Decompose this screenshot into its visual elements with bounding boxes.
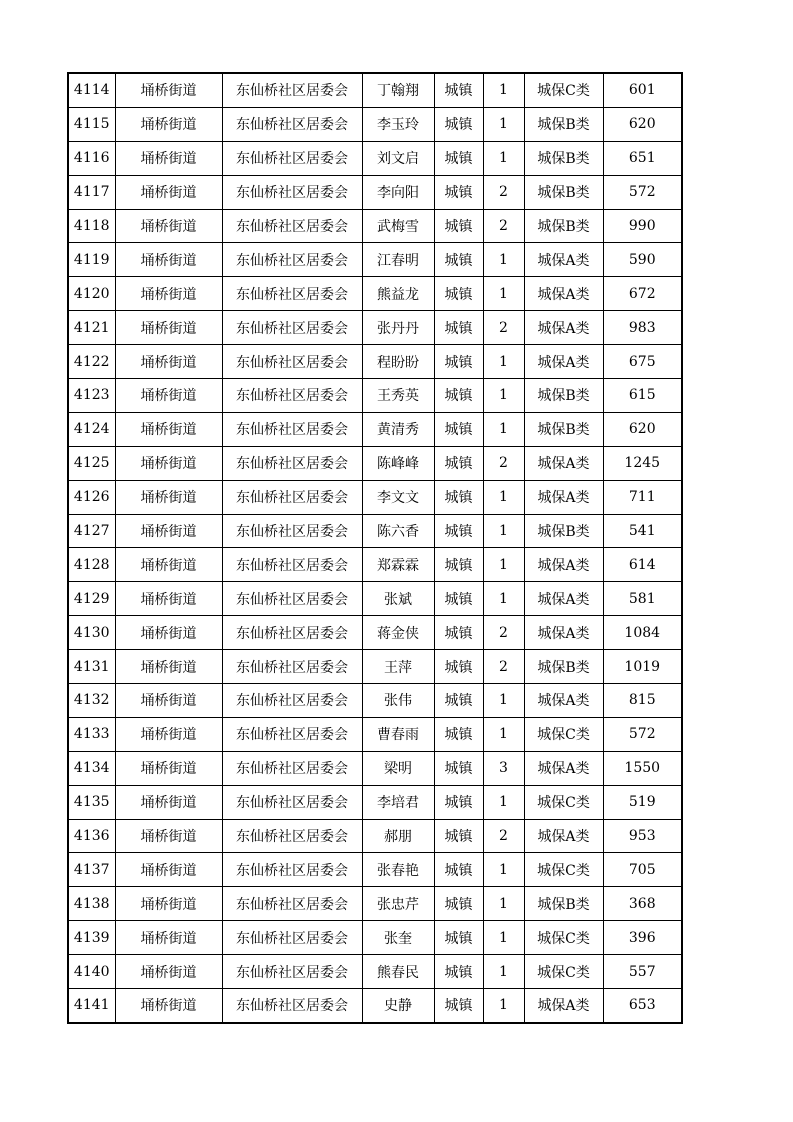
serial-cell: 4126	[68, 480, 115, 514]
table-row	[68, 989, 682, 1023]
area-type-cell: 城镇	[434, 955, 483, 989]
area-type-cell: 城镇	[434, 175, 483, 209]
amount-cell: 572	[603, 175, 682, 209]
community-cell: 东仙桥社区居委会	[222, 243, 362, 277]
community-cell: 东仙桥社区居委会	[222, 514, 362, 548]
serial-cell: 4130	[68, 616, 115, 650]
area-type-cell: 城镇	[434, 480, 483, 514]
category-cell: 城保A类	[524, 345, 603, 379]
street-cell: 埇桥街道	[115, 887, 222, 921]
household-size-cell: 1	[483, 73, 524, 107]
amount-cell: 572	[603, 717, 682, 751]
household-size-cell: 1	[483, 412, 524, 446]
household-size-cell: 1	[483, 548, 524, 582]
serial-cell: 4139	[68, 921, 115, 955]
street-cell: 埇桥街道	[115, 548, 222, 582]
table-row	[68, 345, 682, 379]
area-type-cell: 城镇	[434, 582, 483, 616]
category-cell: 城保B类	[524, 379, 603, 413]
serial-cell: 4115	[68, 107, 115, 141]
community-cell: 东仙桥社区居委会	[222, 277, 362, 311]
table-row	[68, 717, 682, 751]
street-cell: 埇桥街道	[115, 412, 222, 446]
category-cell: 城保A类	[524, 311, 603, 345]
table-row	[68, 379, 682, 413]
household-size-cell: 1	[483, 921, 524, 955]
amount-cell: 1550	[603, 751, 682, 785]
household-size-cell: 2	[483, 616, 524, 650]
street-cell: 埇桥街道	[115, 751, 222, 785]
household-size-cell: 1	[483, 379, 524, 413]
amount-cell: 675	[603, 345, 682, 379]
category-cell: 城保A类	[524, 989, 603, 1023]
area-type-cell: 城镇	[434, 73, 483, 107]
table-row	[68, 446, 682, 480]
category-cell: 城保A类	[524, 684, 603, 718]
household-size-cell: 1	[483, 141, 524, 175]
serial-cell: 4122	[68, 345, 115, 379]
area-type-cell: 城镇	[434, 345, 483, 379]
name-cell: 黄清秀	[362, 412, 434, 446]
community-cell: 东仙桥社区居委会	[222, 107, 362, 141]
area-type-cell: 城镇	[434, 989, 483, 1023]
community-cell: 东仙桥社区居委会	[222, 650, 362, 684]
street-cell: 埇桥街道	[115, 514, 222, 548]
amount-cell: 396	[603, 921, 682, 955]
street-cell: 埇桥街道	[115, 480, 222, 514]
name-cell: 武梅雪	[362, 209, 434, 243]
area-type-cell: 城镇	[434, 141, 483, 175]
street-cell: 埇桥街道	[115, 379, 222, 413]
street-cell: 埇桥街道	[115, 277, 222, 311]
table-row	[68, 209, 682, 243]
household-size-cell: 1	[483, 887, 524, 921]
name-cell: 史静	[362, 989, 434, 1023]
amount-cell: 620	[603, 107, 682, 141]
serial-cell: 4137	[68, 853, 115, 887]
amount-cell: 983	[603, 311, 682, 345]
area-type-cell: 城镇	[434, 107, 483, 141]
street-cell: 埇桥街道	[115, 446, 222, 480]
name-cell: 张丹丹	[362, 311, 434, 345]
serial-cell: 4124	[68, 412, 115, 446]
serial-cell: 4114	[68, 73, 115, 107]
street-cell: 埇桥街道	[115, 345, 222, 379]
table-row	[68, 751, 682, 785]
household-size-cell: 1	[483, 989, 524, 1023]
area-type-cell: 城镇	[434, 853, 483, 887]
amount-cell: 653	[603, 989, 682, 1023]
serial-cell: 4136	[68, 819, 115, 853]
table-row	[68, 412, 682, 446]
area-type-cell: 城镇	[434, 887, 483, 921]
amount-cell: 557	[603, 955, 682, 989]
amount-cell: 615	[603, 379, 682, 413]
amount-cell: 1084	[603, 616, 682, 650]
category-cell: 城保C类	[524, 921, 603, 955]
category-cell: 城保C类	[524, 853, 603, 887]
serial-cell: 4134	[68, 751, 115, 785]
name-cell: 蒋金侠	[362, 616, 434, 650]
community-cell: 东仙桥社区居委会	[222, 684, 362, 718]
street-cell: 埇桥街道	[115, 616, 222, 650]
household-size-cell: 2	[483, 311, 524, 345]
area-type-cell: 城镇	[434, 277, 483, 311]
table-row	[68, 73, 682, 107]
amount-cell: 601	[603, 73, 682, 107]
table-row	[68, 311, 682, 345]
amount-cell: 368	[603, 887, 682, 921]
community-cell: 东仙桥社区居委会	[222, 480, 362, 514]
street-cell: 埇桥街道	[115, 243, 222, 277]
area-type-cell: 城镇	[434, 650, 483, 684]
roster-body	[68, 73, 682, 1023]
amount-cell: 953	[603, 819, 682, 853]
table-row	[68, 921, 682, 955]
table-row	[68, 955, 682, 989]
category-cell: 城保A类	[524, 277, 603, 311]
name-cell: 张斌	[362, 582, 434, 616]
name-cell: 陈峰峰	[362, 446, 434, 480]
table-row	[68, 141, 682, 175]
amount-cell: 614	[603, 548, 682, 582]
household-size-cell: 2	[483, 209, 524, 243]
table-row	[68, 243, 682, 277]
area-type-cell: 城镇	[434, 412, 483, 446]
category-cell: 城保A类	[524, 446, 603, 480]
household-size-cell: 1	[483, 955, 524, 989]
area-type-cell: 城镇	[434, 514, 483, 548]
category-cell: 城保B类	[524, 141, 603, 175]
amount-cell: 1019	[603, 650, 682, 684]
community-cell: 东仙桥社区居委会	[222, 379, 362, 413]
category-cell: 城保A类	[524, 548, 603, 582]
street-cell: 埇桥街道	[115, 582, 222, 616]
household-size-cell: 1	[483, 785, 524, 819]
community-cell: 东仙桥社区居委会	[222, 345, 362, 379]
household-size-cell: 2	[483, 446, 524, 480]
table-row	[68, 853, 682, 887]
community-cell: 东仙桥社区居委会	[222, 616, 362, 650]
name-cell: 李文文	[362, 480, 434, 514]
area-type-cell: 城镇	[434, 548, 483, 582]
serial-cell: 4129	[68, 582, 115, 616]
name-cell: 江春明	[362, 243, 434, 277]
name-cell: 刘文启	[362, 141, 434, 175]
category-cell: 城保A类	[524, 819, 603, 853]
table-row	[68, 785, 682, 819]
household-size-cell: 1	[483, 277, 524, 311]
area-type-cell: 城镇	[434, 209, 483, 243]
category-cell: 城保B类	[524, 887, 603, 921]
table-row	[68, 514, 682, 548]
category-cell: 城保A类	[524, 582, 603, 616]
category-cell: 城保C类	[524, 73, 603, 107]
household-size-cell: 1	[483, 684, 524, 718]
community-cell: 东仙桥社区居委会	[222, 175, 362, 209]
household-size-cell: 2	[483, 819, 524, 853]
name-cell: 张伟	[362, 684, 434, 718]
serial-cell: 4119	[68, 243, 115, 277]
name-cell: 陈六香	[362, 514, 434, 548]
community-cell: 东仙桥社区居委会	[222, 751, 362, 785]
table-row	[68, 480, 682, 514]
amount-cell: 705	[603, 853, 682, 887]
amount-cell: 1245	[603, 446, 682, 480]
household-size-cell: 1	[483, 107, 524, 141]
name-cell: 熊益龙	[362, 277, 434, 311]
roster-table	[67, 72, 683, 1024]
category-cell: 城保A类	[524, 616, 603, 650]
household-size-cell: 2	[483, 650, 524, 684]
table-row	[68, 582, 682, 616]
category-cell: 城保B类	[524, 514, 603, 548]
amount-cell: 651	[603, 141, 682, 175]
household-size-cell: 1	[483, 243, 524, 277]
area-type-cell: 城镇	[434, 684, 483, 718]
amount-cell: 672	[603, 277, 682, 311]
name-cell: 程盼盼	[362, 345, 434, 379]
name-cell: 丁翰翔	[362, 73, 434, 107]
street-cell: 埇桥街道	[115, 650, 222, 684]
community-cell: 东仙桥社区居委会	[222, 412, 362, 446]
serial-cell: 4118	[68, 209, 115, 243]
category-cell: 城保B类	[524, 412, 603, 446]
amount-cell: 815	[603, 684, 682, 718]
name-cell: 王秀英	[362, 379, 434, 413]
category-cell: 城保C类	[524, 955, 603, 989]
serial-cell: 4120	[68, 277, 115, 311]
household-size-cell: 1	[483, 480, 524, 514]
serial-cell: 4140	[68, 955, 115, 989]
category-cell: 城保A类	[524, 243, 603, 277]
name-cell: 王萍	[362, 650, 434, 684]
community-cell: 东仙桥社区居委会	[222, 548, 362, 582]
street-cell: 埇桥街道	[115, 785, 222, 819]
community-cell: 东仙桥社区居委会	[222, 921, 362, 955]
household-size-cell: 1	[483, 582, 524, 616]
name-cell: 李向阳	[362, 175, 434, 209]
table-row	[68, 107, 682, 141]
serial-cell: 4131	[68, 650, 115, 684]
street-cell: 埇桥街道	[115, 73, 222, 107]
household-size-cell: 1	[483, 853, 524, 887]
area-type-cell: 城镇	[434, 616, 483, 650]
serial-cell: 4116	[68, 141, 115, 175]
community-cell: 东仙桥社区居委会	[222, 955, 362, 989]
name-cell: 熊春民	[362, 955, 434, 989]
category-cell: 城保B类	[524, 650, 603, 684]
name-cell: 曹春雨	[362, 717, 434, 751]
serial-cell: 4127	[68, 514, 115, 548]
community-cell: 东仙桥社区居委会	[222, 311, 362, 345]
street-cell: 埇桥街道	[115, 141, 222, 175]
name-cell: 梁明	[362, 751, 434, 785]
street-cell: 埇桥街道	[115, 819, 222, 853]
household-size-cell: 1	[483, 514, 524, 548]
serial-cell: 4125	[68, 446, 115, 480]
amount-cell: 590	[603, 243, 682, 277]
area-type-cell: 城镇	[434, 819, 483, 853]
community-cell: 东仙桥社区居委会	[222, 717, 362, 751]
table-row	[68, 548, 682, 582]
community-cell: 东仙桥社区居委会	[222, 141, 362, 175]
street-cell: 埇桥街道	[115, 955, 222, 989]
amount-cell: 581	[603, 582, 682, 616]
street-cell: 埇桥街道	[115, 107, 222, 141]
community-cell: 东仙桥社区居委会	[222, 209, 362, 243]
street-cell: 埇桥街道	[115, 175, 222, 209]
serial-cell: 4135	[68, 785, 115, 819]
table-row	[68, 887, 682, 921]
serial-cell: 4121	[68, 311, 115, 345]
household-size-cell: 2	[483, 175, 524, 209]
street-cell: 埇桥街道	[115, 717, 222, 751]
household-size-cell: 1	[483, 345, 524, 379]
community-cell: 东仙桥社区居委会	[222, 853, 362, 887]
area-type-cell: 城镇	[434, 921, 483, 955]
name-cell: 李玉玲	[362, 107, 434, 141]
serial-cell: 4138	[68, 887, 115, 921]
table-row	[68, 616, 682, 650]
area-type-cell: 城镇	[434, 446, 483, 480]
amount-cell: 541	[603, 514, 682, 548]
community-cell: 东仙桥社区居委会	[222, 785, 362, 819]
table-row	[68, 650, 682, 684]
community-cell: 东仙桥社区居委会	[222, 989, 362, 1023]
category-cell: 城保C类	[524, 785, 603, 819]
name-cell: 李培君	[362, 785, 434, 819]
area-type-cell: 城镇	[434, 785, 483, 819]
table-row	[68, 277, 682, 311]
street-cell: 埇桥街道	[115, 684, 222, 718]
community-cell: 东仙桥社区居委会	[222, 446, 362, 480]
serial-cell: 4133	[68, 717, 115, 751]
table-row	[68, 175, 682, 209]
area-type-cell: 城镇	[434, 717, 483, 751]
name-cell: 郑霖霖	[362, 548, 434, 582]
category-cell: 城保A类	[524, 480, 603, 514]
community-cell: 东仙桥社区居委会	[222, 887, 362, 921]
category-cell: 城保B类	[524, 209, 603, 243]
name-cell: 张奎	[362, 921, 434, 955]
serial-cell: 4128	[68, 548, 115, 582]
serial-cell: 4141	[68, 989, 115, 1023]
category-cell: 城保B类	[524, 107, 603, 141]
community-cell: 东仙桥社区居委会	[222, 819, 362, 853]
area-type-cell: 城镇	[434, 379, 483, 413]
table-row	[68, 819, 682, 853]
street-cell: 埇桥街道	[115, 311, 222, 345]
amount-cell: 519	[603, 785, 682, 819]
amount-cell: 620	[603, 412, 682, 446]
area-type-cell: 城镇	[434, 311, 483, 345]
amount-cell: 990	[603, 209, 682, 243]
community-cell: 东仙桥社区居委会	[222, 73, 362, 107]
household-size-cell: 3	[483, 751, 524, 785]
amount-cell: 711	[603, 480, 682, 514]
category-cell: 城保A类	[524, 751, 603, 785]
street-cell: 埇桥街道	[115, 853, 222, 887]
household-size-cell: 1	[483, 717, 524, 751]
name-cell: 张春艳	[362, 853, 434, 887]
street-cell: 埇桥街道	[115, 209, 222, 243]
street-cell: 埇桥街道	[115, 989, 222, 1023]
table-row	[68, 684, 682, 718]
name-cell: 郝朋	[362, 819, 434, 853]
street-cell: 埇桥街道	[115, 921, 222, 955]
serial-cell: 4123	[68, 379, 115, 413]
community-cell: 东仙桥社区居委会	[222, 582, 362, 616]
category-cell: 城保C类	[524, 717, 603, 751]
area-type-cell: 城镇	[434, 243, 483, 277]
name-cell: 张忠芹	[362, 887, 434, 921]
area-type-cell: 城镇	[434, 751, 483, 785]
serial-cell: 4117	[68, 175, 115, 209]
serial-cell: 4132	[68, 684, 115, 718]
category-cell: 城保B类	[524, 175, 603, 209]
